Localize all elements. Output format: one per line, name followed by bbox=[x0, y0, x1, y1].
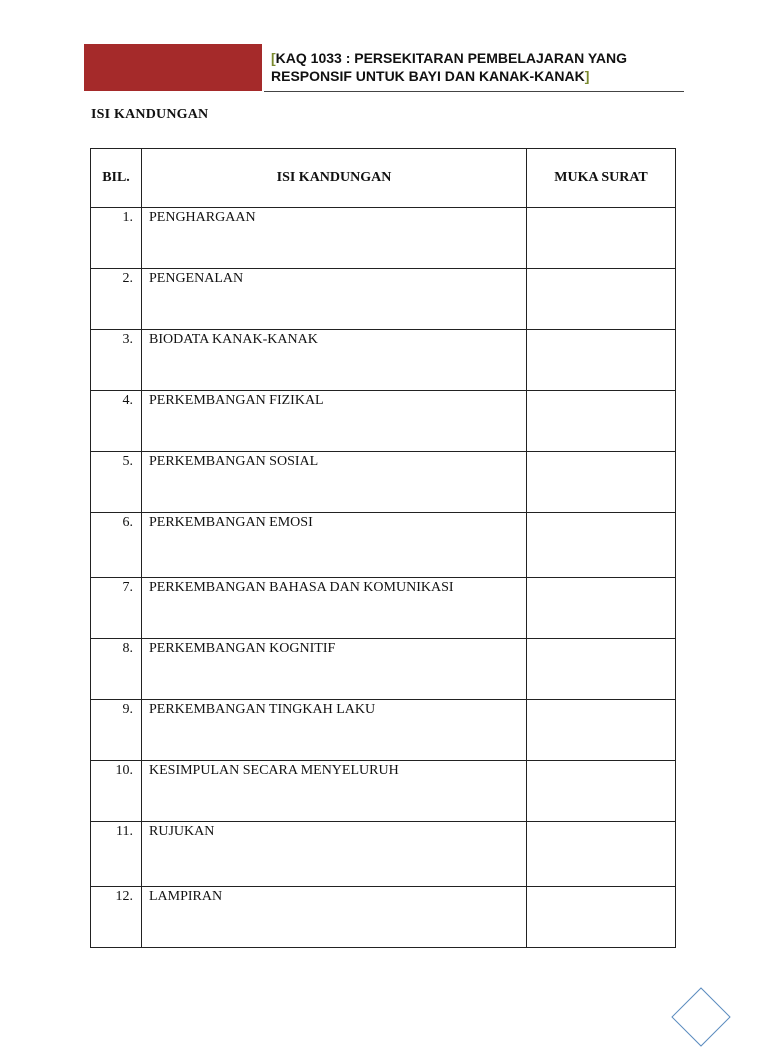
row-page-number bbox=[527, 452, 676, 513]
row-title: PERKEMBANGAN BAHASA DAN KOMUNIKASI bbox=[142, 578, 527, 639]
row-number: 3. bbox=[91, 330, 142, 391]
table-row bbox=[91, 887, 676, 948]
header-bracket-open: [ bbox=[271, 50, 276, 66]
table-row bbox=[91, 700, 676, 761]
row-number: 4. bbox=[91, 391, 142, 452]
table-header-row bbox=[91, 149, 676, 208]
row-page-number bbox=[527, 887, 676, 948]
row-title: PERKEMBANGAN FIZIKAL bbox=[142, 391, 527, 452]
row-title: PERKEMBANGAN EMOSI bbox=[142, 513, 527, 578]
row-page-number bbox=[527, 208, 676, 269]
row-page-number bbox=[527, 639, 676, 700]
row-page-number bbox=[527, 330, 676, 391]
row-page-number bbox=[527, 578, 676, 639]
table-row bbox=[91, 330, 676, 391]
header-title-line1: KAQ 1033 : PERSEKITARAN PEMBELAJARAN YANG bbox=[275, 50, 628, 66]
table-row bbox=[91, 761, 676, 822]
row-page-number bbox=[527, 513, 676, 578]
row-title: PERKEMBANGAN TINGKAH LAKU bbox=[142, 700, 527, 761]
row-number: 1. bbox=[91, 208, 142, 269]
table-row bbox=[91, 208, 676, 269]
row-number: 5. bbox=[91, 452, 142, 513]
document-header-title bbox=[271, 49, 691, 85]
column-header-muka-surat: MUKA SURAT bbox=[527, 149, 676, 208]
table-row bbox=[91, 822, 676, 887]
header-divider bbox=[264, 91, 684, 92]
row-number: 11. bbox=[91, 822, 142, 887]
diamond-page-mark-icon bbox=[671, 987, 730, 1046]
row-number: 9. bbox=[91, 700, 142, 761]
row-title: BIODATA KANAK-KANAK bbox=[142, 330, 527, 391]
section-heading: ISI KANDUNGAN bbox=[91, 107, 209, 122]
table-row bbox=[91, 391, 676, 452]
row-page-number bbox=[527, 761, 676, 822]
table-row bbox=[91, 513, 676, 578]
row-page-number bbox=[527, 269, 676, 330]
row-number: 12. bbox=[91, 887, 142, 948]
column-header-bil: BIL. bbox=[91, 149, 142, 208]
header-title-line2: RESPONSIF UNTUK BAYI DAN KANAK-KANAK bbox=[271, 68, 585, 84]
column-header-isi-kandungan: ISI KANDUNGAN bbox=[142, 149, 527, 208]
row-title: PENGHARGAAN bbox=[142, 208, 527, 269]
header-bracket-close: ] bbox=[584, 68, 590, 84]
table-of-contents bbox=[90, 148, 676, 948]
row-number: 8. bbox=[91, 639, 142, 700]
row-title: RUJUKAN bbox=[142, 822, 527, 887]
table-row bbox=[91, 578, 676, 639]
row-page-number bbox=[527, 391, 676, 452]
row-title: LAMPIRAN bbox=[142, 887, 527, 948]
row-title: PERKEMBANGAN KOGNITIF bbox=[142, 639, 527, 700]
row-title: PERKEMBANGAN SOSIAL bbox=[142, 452, 527, 513]
row-page-number bbox=[527, 822, 676, 887]
row-number: 6. bbox=[91, 513, 142, 578]
row-title: KESIMPULAN SECARA MENYELURUH bbox=[142, 761, 527, 822]
row-number: 10. bbox=[91, 761, 142, 822]
row-number: 2. bbox=[91, 269, 142, 330]
table-row bbox=[91, 452, 676, 513]
table-row bbox=[91, 269, 676, 330]
header-color-block bbox=[84, 44, 262, 91]
table-row bbox=[91, 639, 676, 700]
row-page-number bbox=[527, 700, 676, 761]
row-title: PENGENALAN bbox=[142, 269, 527, 330]
row-number: 7. bbox=[91, 578, 142, 639]
